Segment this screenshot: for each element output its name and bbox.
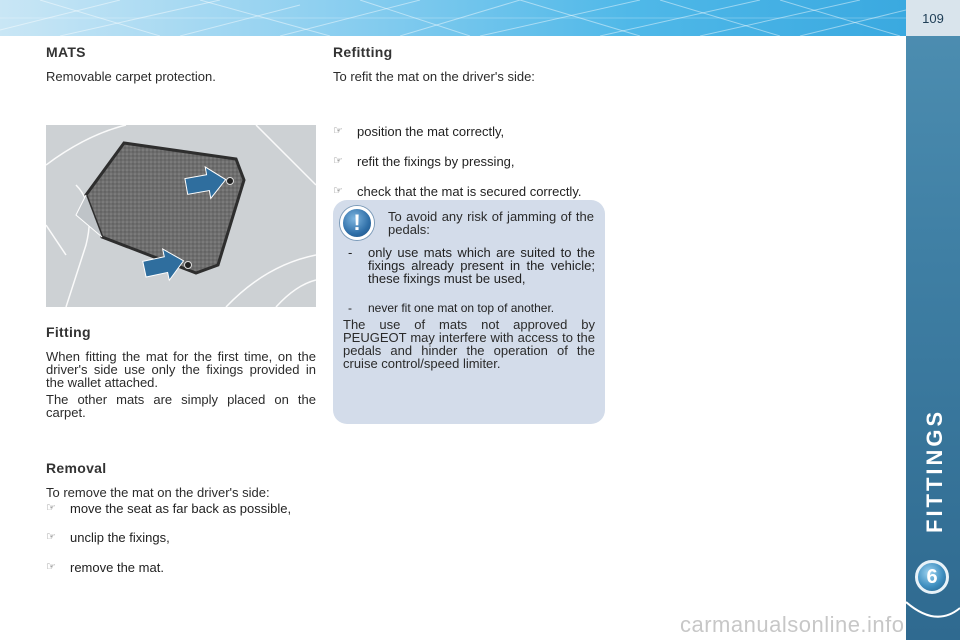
hand-pointer-icon: ☞ bbox=[46, 502, 56, 514]
hand-pointer-icon: ☞ bbox=[333, 185, 343, 197]
fixing-point-upper bbox=[227, 178, 234, 185]
mats-heading: MATS bbox=[46, 44, 86, 60]
refitting-step: ☞ position the mat correctly, bbox=[333, 124, 505, 139]
refitting-heading: Refitting bbox=[333, 44, 393, 60]
fitting-heading: Fitting bbox=[46, 324, 91, 340]
header-band bbox=[0, 0, 906, 36]
chapter-side-tab bbox=[906, 0, 960, 640]
warning-note: The use of mats not approved by PEUGEOT may interfere with access to the pedals and hinder the operation of the cruise control/speed limiter. bbox=[343, 317, 595, 371]
removal-step: ☞ move the seat as far back as possible, bbox=[46, 501, 292, 516]
mats-intro: Removable carpet protection. bbox=[46, 69, 216, 84]
warning-item: - only use mats which are suited to the fixings already present in the vehicle; these fixings must be used, bbox=[348, 245, 595, 286]
header-pattern bbox=[0, 0, 906, 36]
hand-pointer-icon: ☞ bbox=[46, 531, 56, 543]
removal-intro: To remove the mat on the driver's side: bbox=[46, 485, 270, 500]
warning-item: - never fit one mat on top of another. bbox=[348, 301, 555, 315]
hand-pointer-icon: ☞ bbox=[46, 561, 56, 573]
refitting-step: ☞ check that the mat is secured correctly. bbox=[333, 184, 582, 199]
exclamation-icon: ! bbox=[340, 206, 374, 240]
refitting-step: ☞ refit the fixings by pressing, bbox=[333, 154, 515, 169]
hand-pointer-icon: ☞ bbox=[333, 155, 343, 167]
mat-illustration bbox=[46, 125, 316, 307]
removal-step: ☞ unclip the fixings, bbox=[46, 530, 170, 545]
tab-curve-decoration bbox=[906, 590, 960, 640]
removal-step: ☞ remove the mat. bbox=[46, 560, 164, 575]
page-number: 109 bbox=[906, 0, 960, 36]
fitting-para1: When fitting the mat for the first time, on the driver's side use only the fixings provided in the wallet attached. bbox=[46, 349, 316, 390]
hand-pointer-icon: ☞ bbox=[333, 125, 343, 137]
refitting-intro: To refit the mat on the driver's side: bbox=[333, 69, 535, 84]
fixing-point-lower bbox=[185, 262, 192, 269]
watermark: carmanualsonline.info bbox=[680, 612, 905, 637]
chapter-title: FITTINGS bbox=[922, 408, 947, 533]
warning-intro: To avoid any risk of jamming of the pedals: bbox=[388, 209, 594, 237]
fitting-para2: The other mats are simply placed on the carpet. bbox=[46, 392, 316, 420]
removal-heading: Removal bbox=[46, 460, 107, 476]
chapter-number-badge: 6 bbox=[915, 560, 949, 594]
